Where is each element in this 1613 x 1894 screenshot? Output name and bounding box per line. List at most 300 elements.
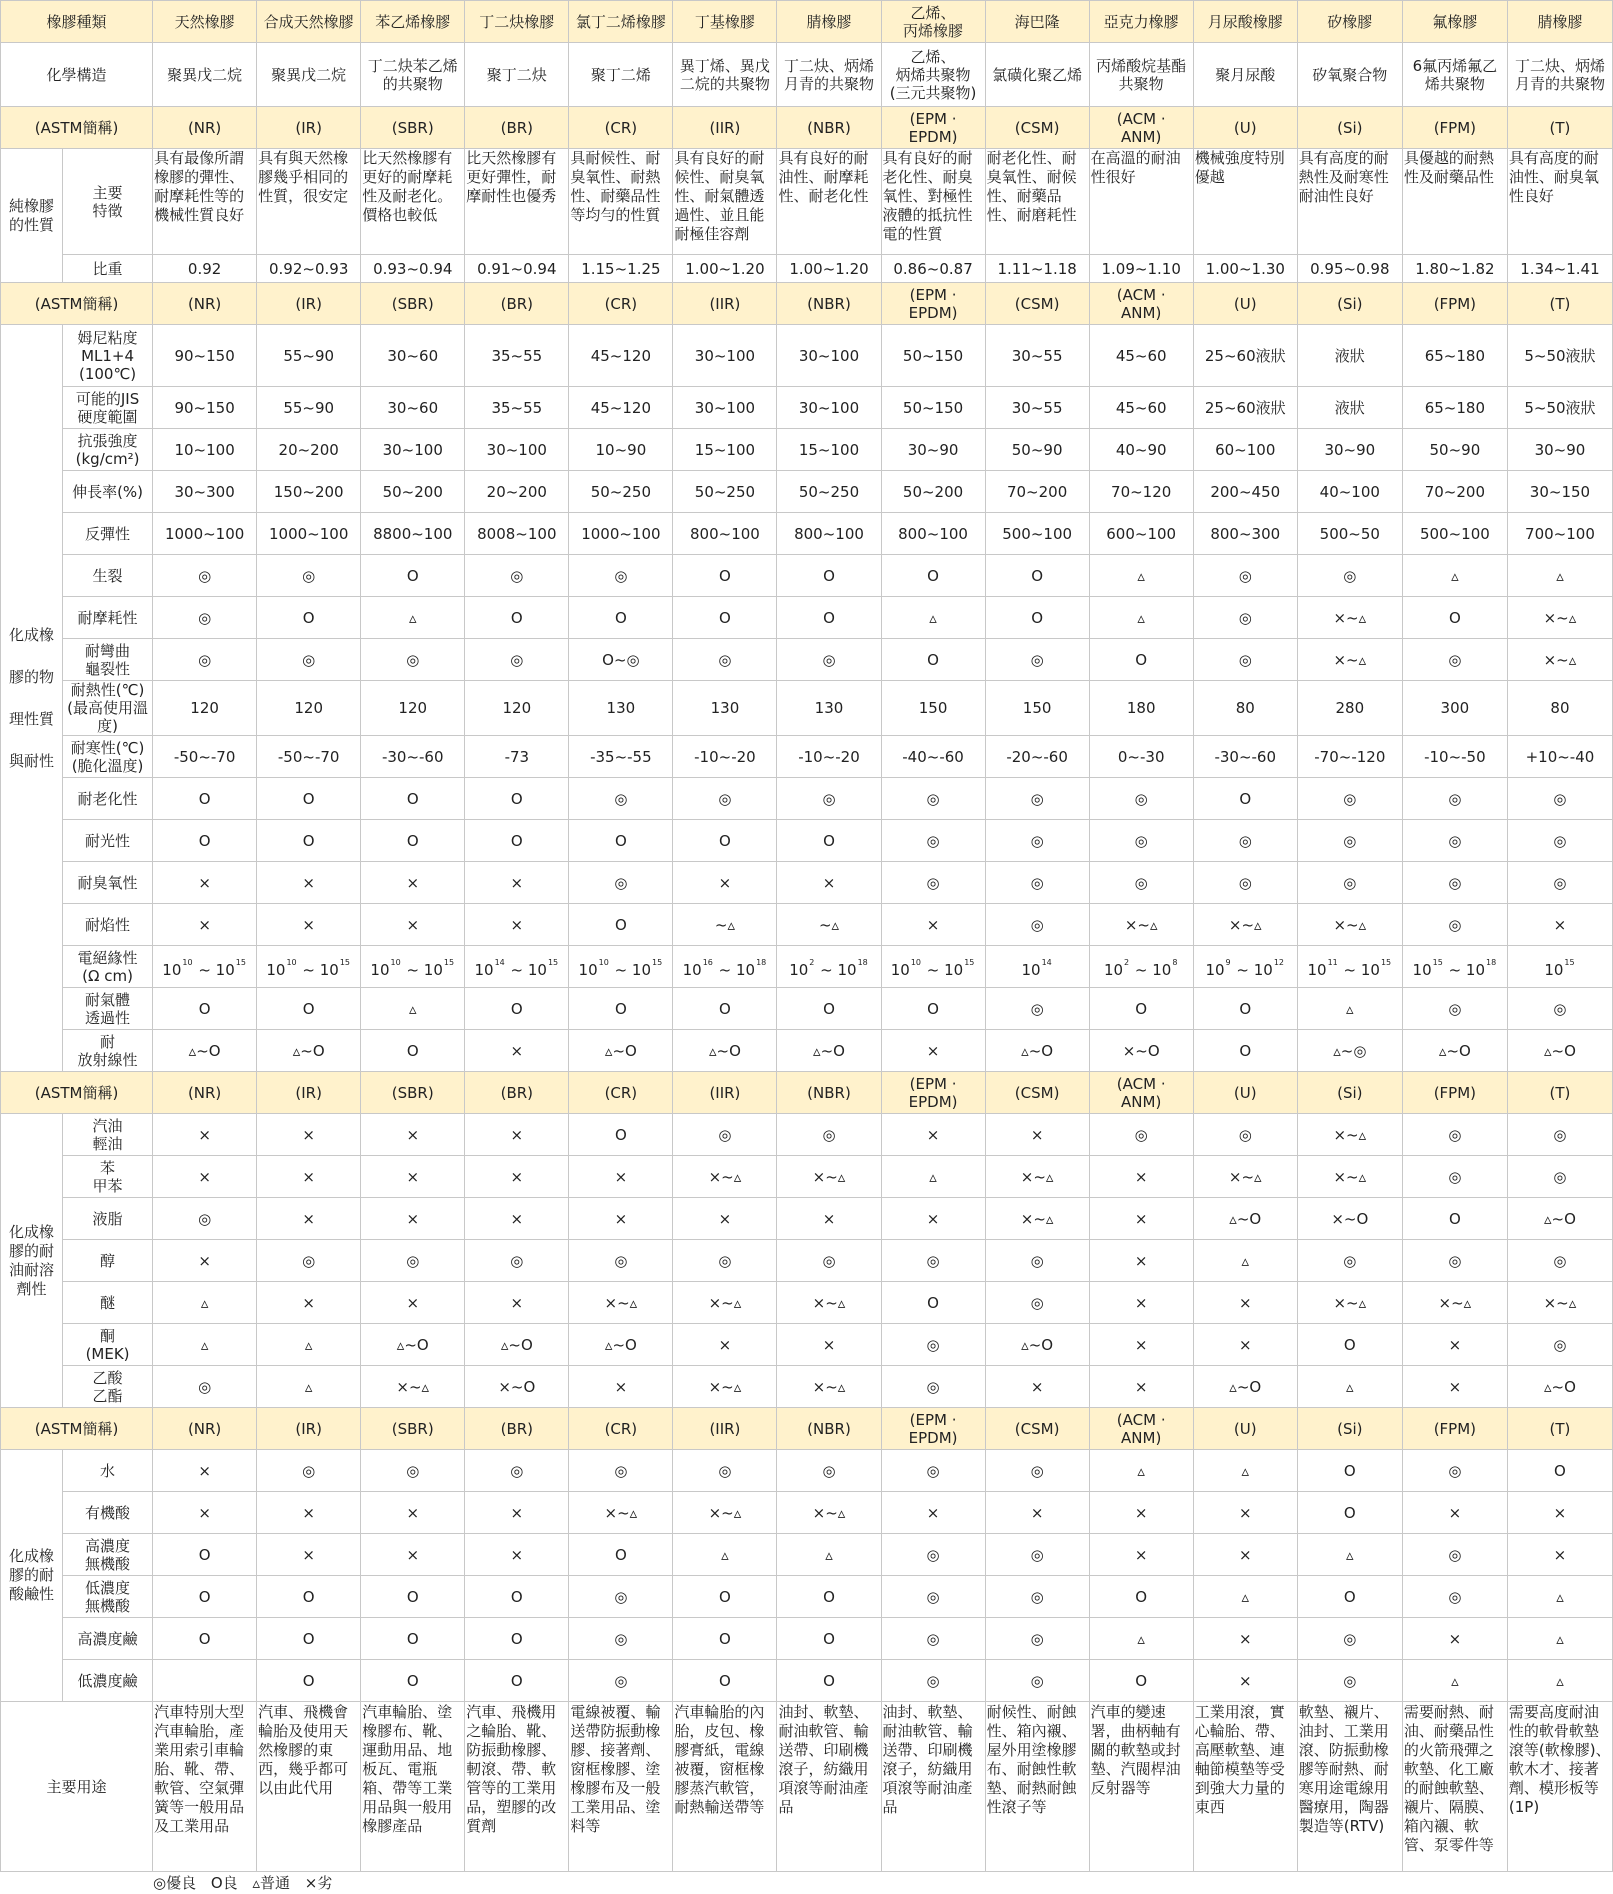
value-cell: ◎ bbox=[1402, 988, 1507, 1030]
header-row bbox=[1, 1, 1613, 43]
acid-row bbox=[1, 1576, 1613, 1618]
insulation-base: 10 bbox=[890, 960, 910, 979]
value-cell: 500~100 bbox=[985, 513, 1089, 555]
value-cell: 腈橡膠 bbox=[777, 1, 881, 43]
value-cell: ◎ bbox=[881, 778, 985, 820]
value-cell: × bbox=[569, 1366, 673, 1408]
value-cell: × bbox=[673, 1324, 777, 1366]
value-cell: O bbox=[1193, 1030, 1297, 1072]
value-cell: × bbox=[881, 904, 985, 946]
insulation-base: 10 bbox=[578, 960, 598, 979]
value-cell: × bbox=[1402, 1492, 1507, 1534]
value-cell: ◎ bbox=[569, 862, 673, 904]
value-cell: × bbox=[1193, 1660, 1297, 1702]
value-cell: × bbox=[569, 1156, 673, 1198]
value-cell: O bbox=[1089, 1660, 1193, 1702]
value-cell: 30~100 bbox=[361, 429, 465, 471]
value-cell: ▵~O bbox=[153, 1030, 257, 1072]
value-cell: ◎ bbox=[153, 597, 257, 639]
value-cell: 700~100 bbox=[1507, 513, 1612, 555]
acid-row bbox=[1, 1534, 1613, 1576]
value-cell: ◎ bbox=[257, 1240, 361, 1282]
value-cell: 500~100 bbox=[1402, 513, 1507, 555]
value-cell: ×~▵ bbox=[1297, 904, 1402, 946]
value-cell: O bbox=[257, 988, 361, 1030]
value-cell: × bbox=[881, 1030, 985, 1072]
value-cell: 6氟丙烯氟乙 烯共聚物 bbox=[1402, 43, 1507, 107]
value-cell: ◎ bbox=[673, 1450, 777, 1492]
value-cell: 1.00~1.20 bbox=[673, 255, 777, 283]
value-cell: ×~▵ bbox=[777, 1366, 881, 1408]
value-cell: 1000~100 bbox=[153, 513, 257, 555]
value-cell: ◎ bbox=[985, 1660, 1089, 1702]
solvent-label: 醇 bbox=[63, 1240, 153, 1282]
value-cell: (NBR) bbox=[777, 107, 881, 149]
value-cell: ◎ bbox=[985, 1282, 1089, 1324]
value-cell: +10~-40 bbox=[1507, 736, 1612, 778]
value-cell: O bbox=[465, 1576, 569, 1618]
insulation-cell bbox=[361, 946, 465, 988]
value-cell: (ACM · ANM) bbox=[1089, 1408, 1193, 1450]
value-cell: O bbox=[361, 1030, 465, 1072]
value-cell: ▵~O bbox=[985, 1324, 1089, 1366]
value-cell: ▵~O bbox=[569, 1324, 673, 1366]
value-cell: O bbox=[1089, 1576, 1193, 1618]
insulation-cell bbox=[1297, 946, 1402, 988]
value-cell: × bbox=[1507, 1492, 1612, 1534]
value-cell: × bbox=[985, 1366, 1089, 1408]
value-cell: 0~-30 bbox=[1089, 736, 1193, 778]
property-label: 耐熱性(℃) (最高使用溫度) bbox=[63, 681, 153, 736]
value-cell: ×~▵ bbox=[1507, 1282, 1612, 1324]
value-cell: 45~60 bbox=[1089, 387, 1193, 429]
value-cell: ◎ bbox=[777, 1450, 881, 1492]
value-cell: 500~50 bbox=[1297, 513, 1402, 555]
value-cell: 800~100 bbox=[673, 513, 777, 555]
value-cell: ▵~O bbox=[777, 1030, 881, 1072]
value-cell: O bbox=[465, 1618, 569, 1660]
value-cell: ▵~O bbox=[1507, 1030, 1612, 1072]
property-row bbox=[1, 387, 1613, 429]
solvent-label: 液脂 bbox=[63, 1198, 153, 1240]
value-cell: 海巴隆 bbox=[985, 1, 1089, 43]
value-cell: 丙烯酸烷基酯 共聚物 bbox=[1089, 43, 1193, 107]
value-cell: 10~100 bbox=[153, 429, 257, 471]
value-cell: O bbox=[465, 778, 569, 820]
value-cell: ◎ bbox=[673, 1114, 777, 1156]
value-cell: 1.11~1.18 bbox=[985, 255, 1089, 283]
insulation-cell bbox=[257, 946, 361, 988]
astm-label: (ASTM簡稱) bbox=[1, 1072, 153, 1114]
value-cell: × bbox=[153, 904, 257, 946]
value-cell: ×~▵ bbox=[1297, 597, 1402, 639]
value-cell: ◎ bbox=[881, 1324, 985, 1366]
value-cell: 8008~100 bbox=[465, 513, 569, 555]
value-cell: (T) bbox=[1507, 283, 1612, 325]
insulation-base: 10 bbox=[423, 960, 443, 979]
range-separator: ~ bbox=[401, 960, 424, 979]
use-cell: 汽車特別大型汽車輪胎，產業用索引車輪胎、靴、帶、軟管、空氣彈簧等一般用品及工業用品 bbox=[153, 1702, 257, 1872]
value-cell: -10~-50 bbox=[1402, 736, 1507, 778]
value-cell: O bbox=[257, 1660, 361, 1702]
value-cell: O bbox=[777, 1618, 881, 1660]
value-cell: 10~90 bbox=[569, 429, 673, 471]
insulation-base: 10 bbox=[319, 960, 339, 979]
section-acid: 化成橡膠的耐酸鹼性 bbox=[1, 1450, 63, 1702]
value-cell: (FPM) bbox=[1402, 1072, 1507, 1114]
insulation-cell bbox=[1089, 946, 1193, 988]
value-cell: O bbox=[777, 820, 881, 862]
use-cell: 電線被覆、輸送帶防振動橡膠、接著劑、窗框橡膠、塗橡膠布及一般工業用品、塗料等 bbox=[569, 1702, 673, 1872]
value-cell: ◎ bbox=[569, 1450, 673, 1492]
value-cell: ▵ bbox=[257, 1324, 361, 1366]
value-cell: O bbox=[673, 1618, 777, 1660]
insulation-base: 10 bbox=[474, 960, 494, 979]
value-cell: ×~▵ bbox=[777, 1156, 881, 1198]
value-cell: × bbox=[777, 862, 881, 904]
value-cell: ▵ bbox=[1297, 1366, 1402, 1408]
value-cell: ◎ bbox=[361, 1450, 465, 1492]
value-cell: ×~▵ bbox=[1297, 1114, 1402, 1156]
value-cell: 120 bbox=[153, 681, 257, 736]
astm-label: (ASTM簡稱) bbox=[1, 107, 153, 149]
property-label: 耐彎曲 龜裂性 bbox=[63, 639, 153, 681]
value-cell: 50~150 bbox=[881, 387, 985, 429]
value-cell: 150~200 bbox=[257, 471, 361, 513]
value-cell: ◎ bbox=[569, 1240, 673, 1282]
insulation-base: 10 bbox=[944, 960, 964, 979]
value-cell: ◎ bbox=[569, 555, 673, 597]
value-cell: 30~150 bbox=[1507, 471, 1612, 513]
value-cell: ◎ bbox=[1507, 1156, 1612, 1198]
value-cell: ◎ bbox=[1297, 778, 1402, 820]
value-cell: × bbox=[777, 1324, 881, 1366]
value-cell: × bbox=[777, 1198, 881, 1240]
value-cell: (CSM) bbox=[985, 1408, 1089, 1450]
value-cell: (FPM) bbox=[1402, 107, 1507, 149]
value-cell: ◎ bbox=[1402, 1576, 1507, 1618]
value-cell: 1000~100 bbox=[257, 513, 361, 555]
value-cell: ◎ bbox=[1402, 1534, 1507, 1576]
value-cell: O bbox=[361, 820, 465, 862]
value-cell: 0.92~0.93 bbox=[257, 255, 361, 283]
insulation-exponent: 8 bbox=[1172, 957, 1178, 967]
value-cell: (EPM · EPDM) bbox=[881, 283, 985, 325]
value-cell: × bbox=[361, 1114, 465, 1156]
value-cell: (FPM) bbox=[1402, 283, 1507, 325]
value-cell: (SBR) bbox=[361, 1072, 465, 1114]
use-cell: 軟墊、襯片、油封、工業用滾、防振動橡膠等耐熱、耐寒用途電線用醫療用，陶器製造等(RTV) bbox=[1297, 1702, 1402, 1872]
value-cell: × bbox=[361, 1282, 465, 1324]
property-label: 耐臭氧性 bbox=[63, 862, 153, 904]
solvent-row bbox=[1, 1114, 1613, 1156]
value-cell: O bbox=[569, 988, 673, 1030]
value-cell: ▵~◎ bbox=[1297, 1030, 1402, 1072]
property-label: 伸長率(%) bbox=[63, 471, 153, 513]
value-cell: ◎ bbox=[1402, 1450, 1507, 1492]
legend bbox=[0, 1872, 1613, 1894]
value-cell: O bbox=[1297, 1576, 1402, 1618]
value-cell: 0.86~0.87 bbox=[881, 255, 985, 283]
value-cell: ◎ bbox=[881, 1660, 985, 1702]
value-cell: 45~120 bbox=[569, 325, 673, 387]
value-cell: ◎ bbox=[673, 778, 777, 820]
insulation-value bbox=[891, 955, 976, 978]
property-row bbox=[1, 1030, 1613, 1072]
value-cell: 600~100 bbox=[1089, 513, 1193, 555]
value-cell: × bbox=[361, 1492, 465, 1534]
insulation-base: 10 bbox=[789, 960, 809, 979]
value-cell: ▵ bbox=[1507, 555, 1612, 597]
value-cell: O bbox=[985, 555, 1089, 597]
value-cell: ◎ bbox=[1297, 862, 1402, 904]
value-cell: O bbox=[881, 639, 985, 681]
value-cell: O bbox=[777, 555, 881, 597]
value-cell: 1.34~1.41 bbox=[1507, 255, 1612, 283]
range-separator: ~ bbox=[922, 960, 945, 979]
value-cell: (T) bbox=[1507, 1408, 1612, 1450]
value-cell: O bbox=[1297, 1492, 1402, 1534]
value-cell: (BR) bbox=[465, 1408, 569, 1450]
value-cell: ▵ bbox=[1089, 1450, 1193, 1492]
insulation-value bbox=[370, 955, 455, 978]
value-cell: × bbox=[1507, 1534, 1612, 1576]
insulation-exponent: 9 bbox=[1225, 957, 1231, 967]
insulation-cell bbox=[569, 946, 673, 988]
insulation-exponent: 10 bbox=[182, 957, 193, 967]
value-cell: 150 bbox=[985, 681, 1089, 736]
value-cell: ◎ bbox=[1402, 1114, 1507, 1156]
range-separator: ~ bbox=[297, 960, 320, 979]
property-row bbox=[1, 778, 1613, 820]
value-cell: O bbox=[153, 778, 257, 820]
insulation-base: 10 bbox=[527, 960, 547, 979]
feature-cell: 具有最像所謂橡膠的彈性、耐摩耗性等的機械性質良好 bbox=[153, 149, 257, 255]
value-cell: × bbox=[1089, 1156, 1193, 1198]
insulation-cell bbox=[777, 946, 881, 988]
use-cell: 汽車、飛機用之輪胎、靴、防振動橡膠、軔滾、帶、軟管等的工業用品，塑膠的改質劑 bbox=[465, 1702, 569, 1872]
value-cell: 45~120 bbox=[569, 387, 673, 429]
feature-cell: 具耐候性、耐臭氧性、耐熱性、耐藥品性等均勻的性質 bbox=[569, 149, 673, 255]
value-cell: (T) bbox=[1507, 107, 1612, 149]
value-cell: × bbox=[569, 1198, 673, 1240]
insulation-base: 10 bbox=[682, 960, 702, 979]
legend-poor: ×劣 bbox=[304, 1874, 333, 1892]
value-cell: (CSM) bbox=[985, 283, 1089, 325]
value-cell: O bbox=[881, 555, 985, 597]
value-cell: ×~▵ bbox=[361, 1366, 465, 1408]
value-cell: × bbox=[465, 862, 569, 904]
property-row bbox=[1, 555, 1613, 597]
insulation-exponent: 15 bbox=[339, 957, 351, 967]
value-cell: 丁二炔橡膠 bbox=[465, 1, 569, 43]
value-cell: 矽氧聚合物 bbox=[1297, 43, 1402, 107]
value-cell: ◎ bbox=[1507, 1324, 1612, 1366]
value-cell: (SBR) bbox=[361, 283, 465, 325]
solvent-row bbox=[1, 1156, 1613, 1198]
value-cell: O bbox=[569, 597, 673, 639]
insulation-value bbox=[1413, 955, 1498, 978]
insulation-exponent: 18 bbox=[1486, 957, 1497, 967]
value-cell: ×~▵ bbox=[777, 1492, 881, 1534]
value-cell: ▵ bbox=[1193, 1450, 1297, 1492]
value-cell: 60~100 bbox=[1193, 429, 1297, 471]
value-cell: ◎ bbox=[153, 1366, 257, 1408]
value-cell: (NBR) bbox=[777, 283, 881, 325]
value-cell: 50~200 bbox=[361, 471, 465, 513]
value-cell: O bbox=[257, 597, 361, 639]
value-cell: 70~200 bbox=[1402, 471, 1507, 513]
value-cell: 200~450 bbox=[1193, 471, 1297, 513]
value-cell: ◎ bbox=[1297, 1660, 1402, 1702]
value-cell: 70~200 bbox=[985, 471, 1089, 513]
value-cell: ▵ bbox=[1089, 597, 1193, 639]
range-separator: ~ bbox=[713, 960, 736, 979]
value-cell: O bbox=[673, 820, 777, 862]
value-cell: -40~-60 bbox=[881, 736, 985, 778]
value-cell: 1000~100 bbox=[569, 513, 673, 555]
value-cell: 氟橡膠 bbox=[1402, 1, 1507, 43]
value-cell: 0.91~0.94 bbox=[465, 255, 569, 283]
insulation-base: 10 bbox=[1253, 960, 1273, 979]
value-cell: × bbox=[465, 1030, 569, 1072]
feature-cell: 具有高度的耐油性、耐臭氧性良好 bbox=[1507, 149, 1612, 255]
use-cell: 汽車輪胎、塗橡膠布、靴、運動用品、地板瓦、電瓶箱、帶等工業用品與一般用橡膠產品 bbox=[361, 1702, 465, 1872]
use-cell: 油封、軟墊、耐油軟管、輸送帶、印刷機滾子，紡織用項滾等耐油產品 bbox=[777, 1702, 881, 1872]
value-cell: O bbox=[777, 597, 881, 639]
value-cell: × bbox=[465, 1114, 569, 1156]
value-cell: (U) bbox=[1193, 1408, 1297, 1450]
value-cell: 液狀 bbox=[1297, 387, 1402, 429]
value-cell: ×~O bbox=[465, 1366, 569, 1408]
value-cell: -50~-70 bbox=[153, 736, 257, 778]
value-cell: 90~150 bbox=[153, 387, 257, 429]
insulation-base: 10 bbox=[1412, 960, 1432, 979]
value-cell: ▵ bbox=[1297, 988, 1402, 1030]
value-cell: (EPM · EPDM) bbox=[881, 1408, 985, 1450]
feature-cell: 具有良好的耐老化性、耐臭氧性、對極性液體的抵抗性電的性質 bbox=[881, 149, 985, 255]
solvent-label: 苯 甲苯 bbox=[63, 1156, 153, 1198]
value-cell: O bbox=[465, 988, 569, 1030]
value-cell: 丁二炔、炳烯 月青的共聚物 bbox=[777, 43, 881, 107]
value-cell: ▵ bbox=[1089, 1618, 1193, 1660]
property-row bbox=[1, 513, 1613, 555]
value-cell: 55~90 bbox=[257, 325, 361, 387]
value-cell: ◎ bbox=[1193, 820, 1297, 862]
feature-cell: 機械強度特別優越 bbox=[1193, 149, 1297, 255]
value-cell: ▵ bbox=[257, 1366, 361, 1408]
value-cell: × bbox=[153, 1240, 257, 1282]
value-cell: × bbox=[673, 1198, 777, 1240]
insulation-exponent: 14 bbox=[1041, 957, 1052, 967]
value-cell: ▵ bbox=[1507, 1660, 1612, 1702]
value-cell: ◎ bbox=[985, 639, 1089, 681]
value-cell: 35~55 bbox=[465, 325, 569, 387]
value-cell: ◎ bbox=[985, 1450, 1089, 1492]
value-cell: × bbox=[1089, 1282, 1193, 1324]
value-cell: 30~300 bbox=[153, 471, 257, 513]
value-cell: O bbox=[153, 1618, 257, 1660]
value-cell: 聚月尿酸 bbox=[1193, 43, 1297, 107]
astm-row bbox=[1, 107, 1613, 149]
value-cell: ◎ bbox=[985, 862, 1089, 904]
value-cell: (BR) bbox=[465, 107, 569, 149]
value-cell: 120 bbox=[257, 681, 361, 736]
value-cell: 65~180 bbox=[1402, 387, 1507, 429]
value-cell: ×~▵ bbox=[1297, 1282, 1402, 1324]
value-cell: ×~▵ bbox=[569, 1492, 673, 1534]
value-cell: O bbox=[257, 778, 361, 820]
value-cell: ◎ bbox=[881, 862, 985, 904]
value-cell: ▵ bbox=[1297, 1534, 1402, 1576]
value-cell: ▵ bbox=[881, 1156, 985, 1198]
range-separator: ~ bbox=[609, 960, 632, 979]
feature-cell: 比天然橡膠有更好的耐摩耗性及耐老化。價格也較低 bbox=[361, 149, 465, 255]
value-cell: × bbox=[153, 1114, 257, 1156]
value-cell: (Si) bbox=[1297, 283, 1402, 325]
value-cell: × bbox=[1089, 1366, 1193, 1408]
value-cell: (CR) bbox=[569, 1072, 673, 1114]
value-cell: ▵ bbox=[1402, 1660, 1507, 1702]
acid-row bbox=[1, 1450, 1613, 1492]
value-cell: (NR) bbox=[153, 1408, 257, 1450]
insulation-exponent: 2 bbox=[1124, 957, 1130, 967]
value-cell: ▵ bbox=[777, 1534, 881, 1576]
value-cell: × bbox=[257, 1492, 361, 1534]
value-cell: (NR) bbox=[153, 1072, 257, 1114]
value-cell: (U) bbox=[1193, 283, 1297, 325]
value-cell: 30~100 bbox=[673, 325, 777, 387]
value-cell: ▵~O bbox=[1193, 1366, 1297, 1408]
value-cell: (NR) bbox=[153, 283, 257, 325]
legend-excellent: ◎優良 bbox=[153, 1874, 197, 1892]
value-cell: 300 bbox=[1402, 681, 1507, 736]
value-cell: 50~250 bbox=[777, 471, 881, 513]
insulation-exponent: 10 bbox=[910, 957, 921, 967]
value-cell: 0.92 bbox=[153, 255, 257, 283]
value-cell: (CR) bbox=[569, 1408, 673, 1450]
value-cell: 5~50液狀 bbox=[1507, 325, 1612, 387]
value-cell: 30~100 bbox=[777, 325, 881, 387]
value-cell: ◎ bbox=[153, 639, 257, 681]
solvent-row bbox=[1, 1324, 1613, 1366]
range-separator: ~ bbox=[1130, 960, 1153, 979]
insulation-cell bbox=[881, 946, 985, 988]
value-cell: 45~60 bbox=[1089, 325, 1193, 387]
acid-label: 水 bbox=[63, 1450, 153, 1492]
value-cell: (IR) bbox=[257, 107, 361, 149]
value-cell: × bbox=[153, 1492, 257, 1534]
astm-label: (ASTM簡稱) bbox=[1, 1408, 153, 1450]
value-cell: ▵ bbox=[1507, 1618, 1612, 1660]
value-cell: 180 bbox=[1089, 681, 1193, 736]
value-cell: 50~90 bbox=[985, 429, 1089, 471]
value-cell: ▵~O bbox=[1402, 1030, 1507, 1072]
rubber-type-header: 橡膠種類 bbox=[1, 1, 153, 43]
insulation-exponent: 15 bbox=[652, 957, 663, 967]
value-cell: × bbox=[1089, 1534, 1193, 1576]
value-cell: 80 bbox=[1507, 681, 1612, 736]
value-cell: 50~250 bbox=[673, 471, 777, 513]
value-cell: ◎ bbox=[465, 1240, 569, 1282]
insulation-value bbox=[789, 955, 869, 978]
insulation-base: 10 bbox=[370, 960, 390, 979]
value-cell: × bbox=[881, 1114, 985, 1156]
value-cell: 30~60 bbox=[361, 387, 465, 429]
insulation-base: 10 bbox=[735, 960, 756, 979]
value-cell: O bbox=[257, 1576, 361, 1618]
value-cell: 130 bbox=[673, 681, 777, 736]
